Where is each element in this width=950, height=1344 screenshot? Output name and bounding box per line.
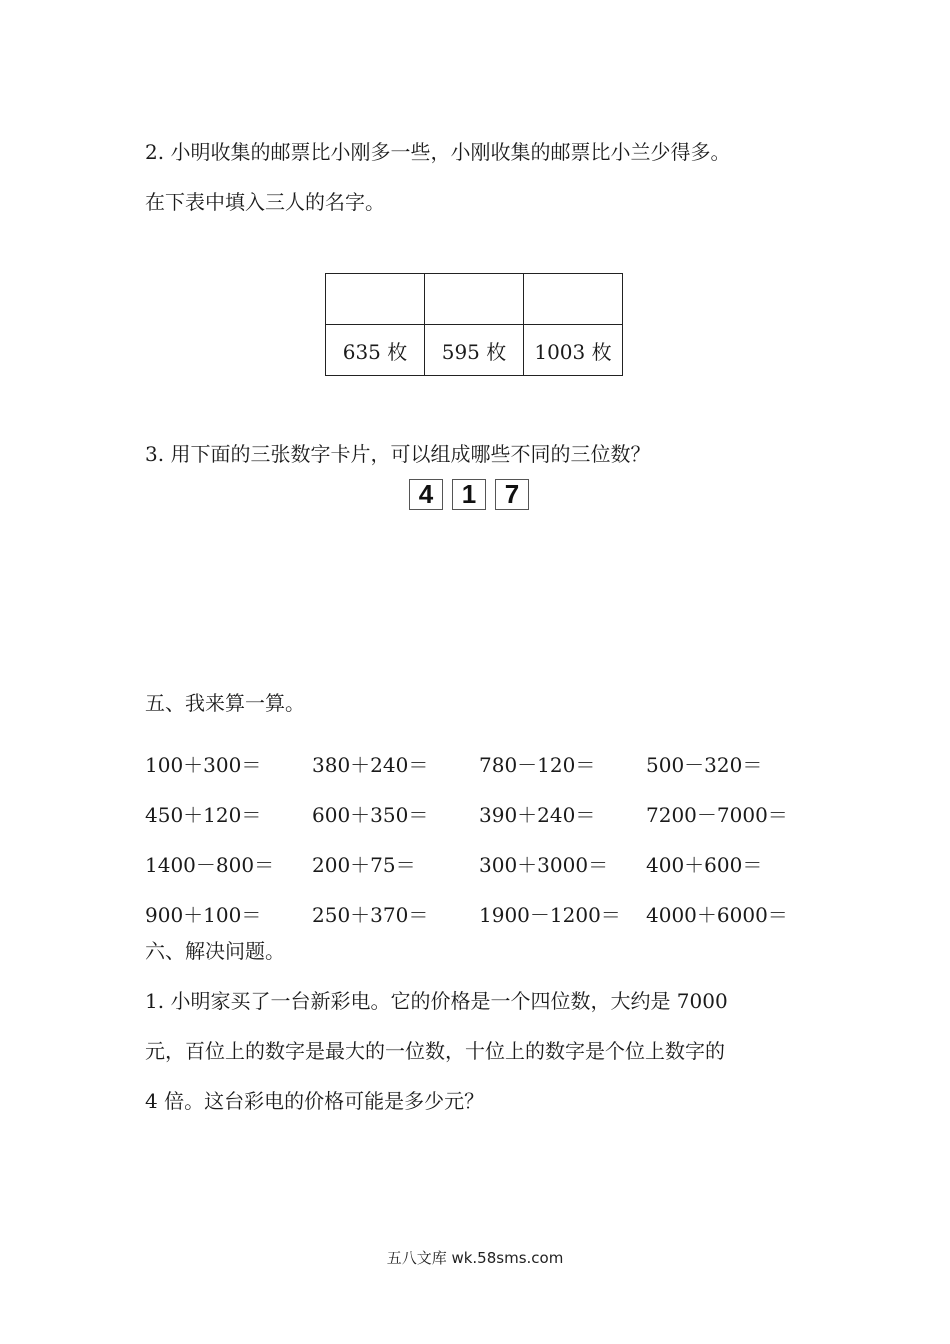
- calc-item: 200＋75＝: [312, 852, 416, 877]
- calc-item: 390＋240＝: [479, 802, 596, 827]
- stamp-table: [325, 273, 623, 376]
- question-3-text: 3. 用下面的三张数字卡片，可以组成哪些不同的三位数？: [145, 442, 651, 466]
- count-cell-1: 635 枚: [326, 325, 425, 376]
- calc-item: 1400－800＝: [145, 852, 275, 877]
- question-2-line-2: 在下表中填入三人的名字。: [145, 190, 385, 214]
- section-6-title: 六、解决问题。: [145, 939, 285, 963]
- count-cell-2: 595 枚: [425, 325, 524, 376]
- calc-item: 7200－7000＝: [646, 802, 788, 827]
- calc-item: 450＋120＝: [145, 802, 262, 827]
- digit-card-1: 1: [452, 479, 486, 510]
- calc-row: [145, 888, 813, 938]
- calc-item: 600＋350＝: [312, 802, 429, 827]
- calc-row: [145, 838, 813, 888]
- footer-watermark: 五八文库 wk.58sms.com: [386, 1249, 564, 1267]
- calc-item: 4000＋6000＝: [646, 902, 788, 927]
- problem-1-line-2: 元，百位上的数字是最大的一位数，十位上的数字是个位上数字的: [145, 1039, 725, 1063]
- section-5-title: 五、我来算一算。: [145, 691, 305, 715]
- calc-item: 380＋240＝: [312, 752, 429, 777]
- problem-1-line-3: 4 倍。这台彩电的价格可能是多少元？: [145, 1089, 485, 1113]
- question-2-line-1: 2. 小明收集的邮票比小刚多一些，小刚收集的邮票比小兰少得多。: [145, 140, 731, 164]
- name-cell-1[interactable]: [326, 274, 425, 325]
- digit-card-4: 4: [409, 479, 443, 510]
- calc-row: [145, 738, 813, 788]
- calc-item: 300＋3000＝: [479, 852, 609, 877]
- calc-item: 780－120＝: [479, 752, 596, 777]
- calc-item: 500－320＝: [646, 752, 763, 777]
- count-row: [326, 325, 623, 376]
- name-cell-2[interactable]: [425, 274, 524, 325]
- calculation-grid: [145, 738, 813, 938]
- calc-row: [145, 788, 813, 838]
- name-cell-3[interactable]: [524, 274, 623, 325]
- calc-item: 400＋600＝: [646, 852, 763, 877]
- calc-item: 100＋300＝: [145, 752, 262, 777]
- count-cell-3: 1003 枚: [524, 325, 623, 376]
- name-row: [326, 274, 623, 325]
- calc-item: 900＋100＝: [145, 902, 262, 927]
- calc-item: 1900－1200＝: [479, 902, 621, 927]
- digit-cards: [409, 479, 529, 510]
- calc-item: 250＋370＝: [312, 902, 429, 927]
- digit-card-7: 7: [495, 479, 529, 510]
- problem-1-line-1: 1. 小明家买了一台新彩电。它的价格是一个四位数，大约是 7000: [145, 989, 728, 1013]
